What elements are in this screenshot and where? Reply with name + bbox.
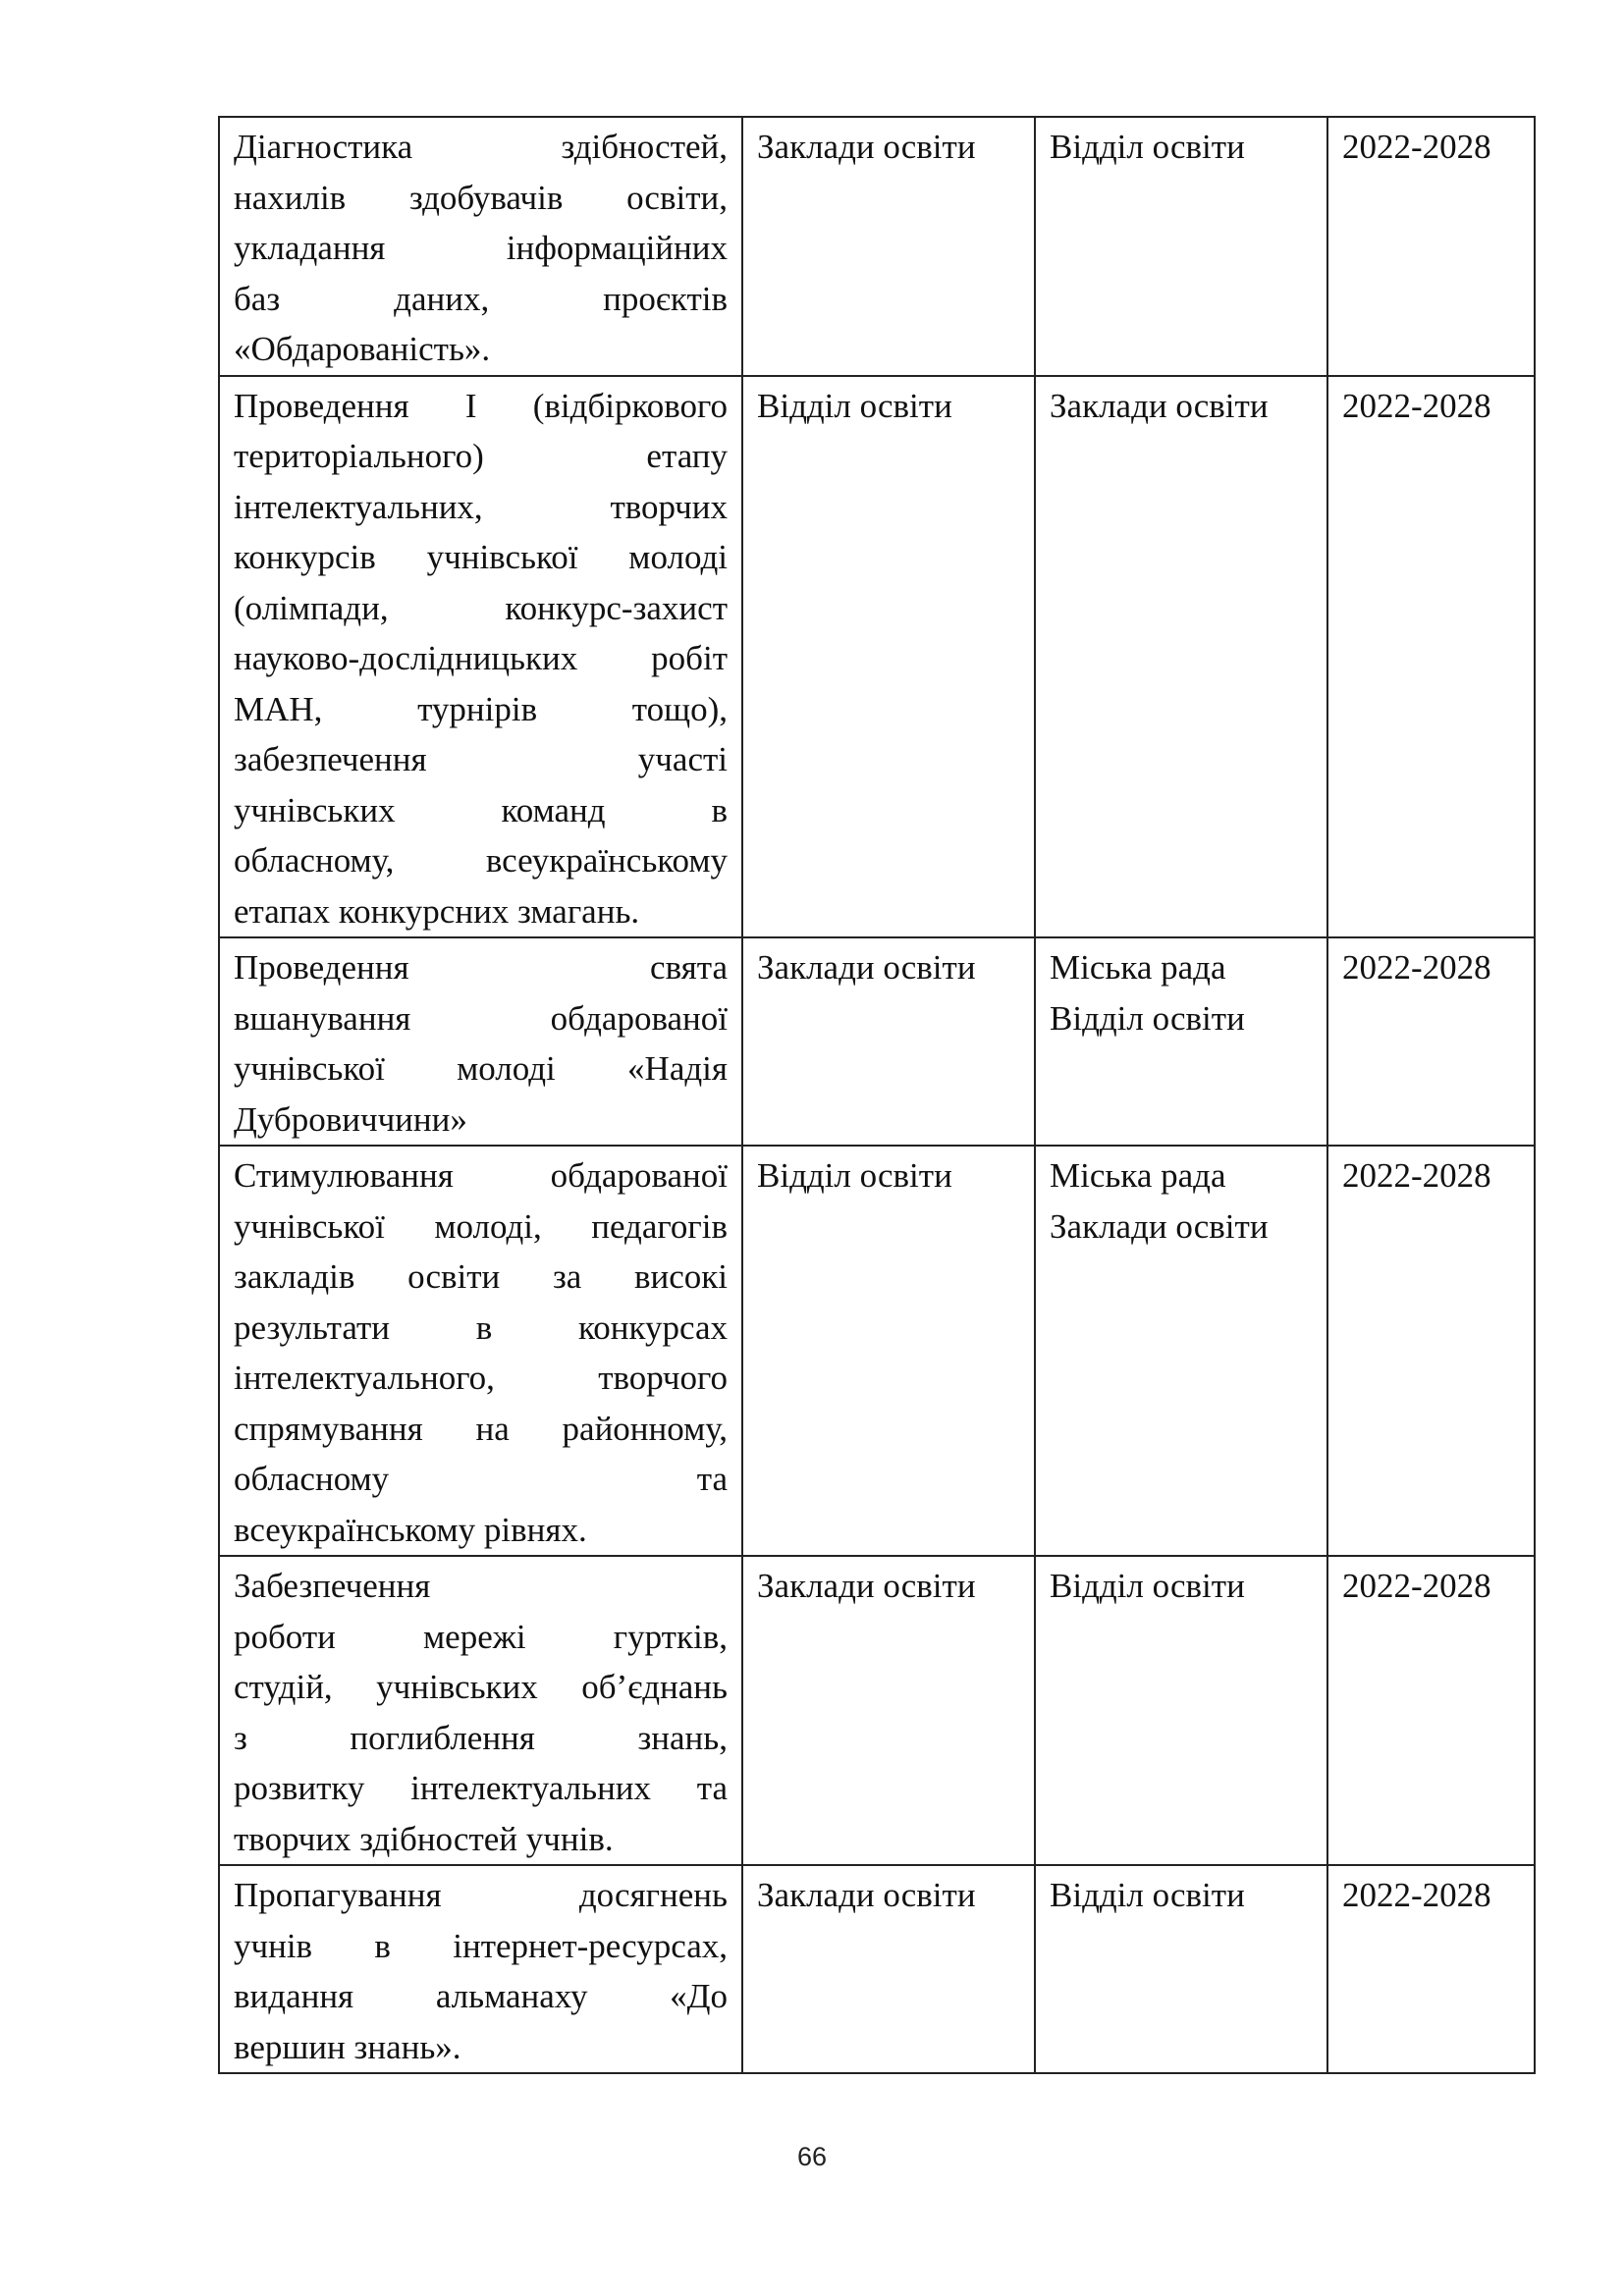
- activity-cell: [219, 1865, 742, 2073]
- activity-line: вершин знань».: [234, 2027, 461, 2066]
- activity-cell: [219, 117, 742, 376]
- activity-line: інтелектуального, творчого: [234, 1359, 728, 1397]
- activity-line: баз даних, проєктів: [234, 279, 728, 318]
- activity-line: (олімпади, конкурс-захист: [234, 588, 728, 627]
- executor-cell: [742, 1146, 1035, 1556]
- period-cell: 2022-2028: [1327, 1146, 1535, 1556]
- activity-line: МАН, турнірів тощо),: [234, 689, 728, 728]
- activity-line: учнівської молоді, педагогів: [234, 1206, 728, 1246]
- activity-line: учнівської молоді «Надія: [234, 1049, 728, 1088]
- responsible-name: Заклади освіти: [1050, 1206, 1269, 1246]
- activity-line: Дубровиччини»: [234, 1099, 467, 1139]
- activity-line: Проведення свята: [234, 948, 728, 987]
- activity-line: «Обдарованість».: [234, 330, 491, 368]
- responsible-name: Міська рада: [1050, 1156, 1226, 1195]
- responsible-name: Відділ освіти: [1050, 1567, 1245, 1605]
- activity-line: територіального) етапу: [234, 437, 728, 475]
- table-row: [219, 937, 1535, 1146]
- activity-line: обласному, всеукраїнському: [234, 841, 728, 880]
- table-row: [219, 376, 1535, 938]
- responsible-cell: [1035, 117, 1327, 376]
- activity-line: творчих здібностей учнів.: [234, 1819, 614, 1858]
- activity-line: конкурсів учнівської молоді: [234, 538, 728, 576]
- activity-line: етапах конкурсних змагань.: [234, 891, 640, 931]
- activity-line: науково-дослідницьких робіт: [234, 639, 728, 677]
- activities-table-body: [219, 117, 1535, 2073]
- activity-line: роботи мережі гуртків,: [234, 1617, 728, 1656]
- activity-line: Забезпечення: [234, 1567, 431, 1605]
- executor-name: Відділ освіти: [757, 386, 952, 425]
- activity-line: нахилів здобувачів освіти,: [234, 178, 728, 217]
- responsible-cell: [1035, 1865, 1327, 2073]
- activity-line: вшанування обдарованої: [234, 998, 728, 1038]
- activity-line: спрямування на районному,: [234, 1409, 728, 1448]
- responsible-cell: [1035, 937, 1327, 1146]
- table-row: [219, 1865, 1535, 2073]
- activity-line: Діагностика здібностей,: [234, 128, 728, 166]
- activity-cell: [219, 1556, 742, 1865]
- activity-line: результати в конкурсах: [234, 1308, 728, 1347]
- activity-line: укладання інформаційних: [234, 229, 728, 267]
- activity-line: видання альманаху «До: [234, 1977, 728, 2015]
- responsible-name: Відділ освіти: [1050, 998, 1245, 1038]
- activity-line: забезпечення участі: [234, 740, 728, 778]
- executor-cell: [742, 376, 1035, 938]
- responsible-cell: [1035, 376, 1327, 938]
- responsible-name: Відділ освіти: [1050, 128, 1245, 166]
- responsible-name: Міська рада: [1050, 948, 1226, 987]
- activity-line: студій, учнівських об’єднань: [234, 1668, 728, 1706]
- period-cell: 2022-2028: [1327, 1865, 1535, 2073]
- responsible-name: Відділ освіти: [1050, 1876, 1245, 1914]
- responsible-cell: [1035, 1556, 1327, 1865]
- responsible-name: Заклади освіти: [1050, 386, 1269, 425]
- period-cell: 2022-2028: [1327, 117, 1535, 376]
- executor-cell: [742, 937, 1035, 1146]
- activity-line: учнівських команд в: [234, 790, 728, 829]
- table-row: [219, 1556, 1535, 1865]
- activity-cell: [219, 1146, 742, 1556]
- executor-name: Заклади освіти: [757, 948, 976, 987]
- executor-name: Заклади освіти: [757, 1567, 976, 1605]
- executor-cell: [742, 1556, 1035, 1865]
- table-row: [219, 117, 1535, 376]
- executor-cell: [742, 1865, 1035, 2073]
- executor-name: Заклади освіти: [757, 1876, 976, 1914]
- period-cell: 2022-2028: [1327, 937, 1535, 1146]
- executor-name: Заклади освіти: [757, 128, 976, 166]
- activity-line: Пропагування досягнень: [234, 1876, 728, 1914]
- period-cell: 2022-2028: [1327, 1556, 1535, 1865]
- responsible-cell: [1035, 1146, 1327, 1556]
- activity-line: інтелектуальних, творчих: [234, 487, 728, 526]
- activities-table: [218, 116, 1536, 2074]
- activity-line: обласному та: [234, 1460, 728, 1498]
- table-row: [219, 1146, 1535, 1556]
- activity-cell: [219, 937, 742, 1146]
- period-cell: 2022-2028: [1327, 376, 1535, 938]
- activity-line: Проведення І (відбіркового: [234, 386, 728, 425]
- executor-name: Відділ освіти: [757, 1156, 952, 1195]
- executor-cell: [742, 117, 1035, 376]
- activity-line: розвитку інтелектуальних та: [234, 1769, 728, 1807]
- activity-cell: [219, 376, 742, 938]
- activity-line: з поглиблення знань,: [234, 1718, 728, 1757]
- activity-line: учнів в інтернет-ресурсах,: [234, 1926, 728, 1965]
- activity-line: Стимулювання обдарованої: [234, 1156, 728, 1195]
- activity-line: всеукраїнському рівнях.: [234, 1510, 587, 1549]
- page-number: 66: [796, 2142, 828, 2171]
- activity-line: закладів освіти за високі: [234, 1257, 728, 1296]
